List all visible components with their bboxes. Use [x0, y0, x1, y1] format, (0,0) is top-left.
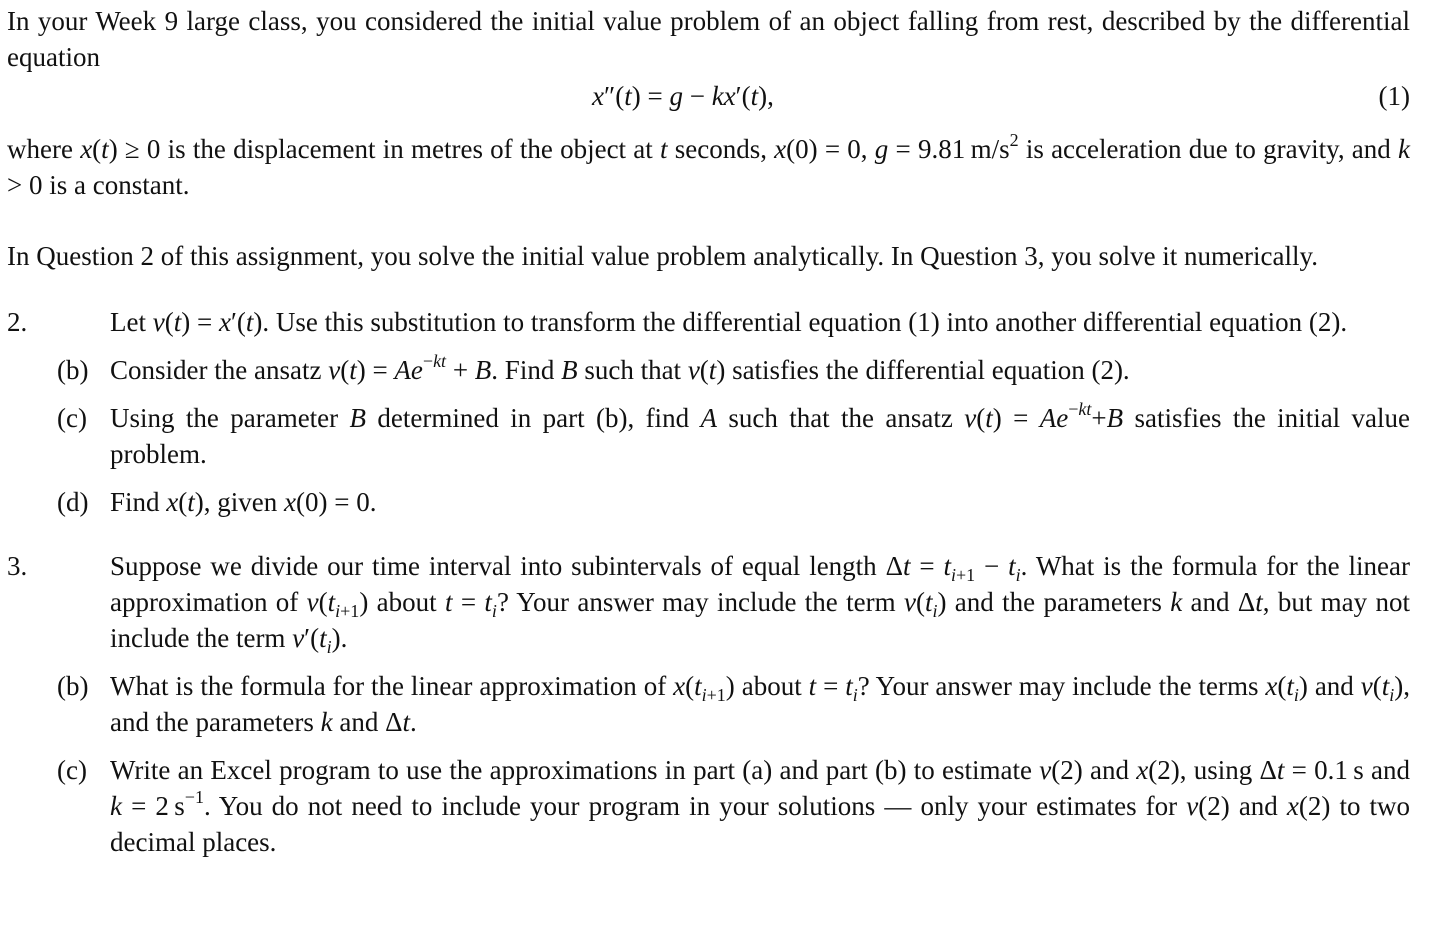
question-3a: Suppose we divide our time interval into subintervals of equal length $\Delta t = t_{i+1} - t_i$. What is the formula for the linear approximation of $v(t_{i+1})$ about $t = t_i$? Your answer may include the term $v(t_i)$ and the parameters k and Δt, but may not include the term $v'(t_i)$. [110, 551, 1410, 657]
question-3-number: 3. [7, 551, 28, 581]
question-3 [7, 548, 1410, 656]
question-2-number: 2. [7, 307, 28, 337]
question-3b: (b) What is the formula for the linear approximation of $x(t_{i+1})$ about $t = t_i$? Your answer may include the terms $x(t_i)$ and $v(t_i)$, and the parameters k and Δt. [57, 671, 1410, 737]
question-2c: (c) Using the parameter B determined in part (b), find A such that the ansatz $v(t) = Ae^{-kt}+B$ satisfies the initial value problem. [57, 399, 1411, 469]
equation-number: (1) [1378, 81, 1410, 111]
question-2a: Let v(t) = x′(t). Use this substitution to transform the differential equation (1) into another differential equation (2). [110, 307, 1348, 337]
question-3c: (c) Write an Excel program to use the approximations in part (a) and part (b) to estimate v(2) and x(2), using Δt = 0.1 s and k = 2 $s^{-1}$. You do not need to include your program in your solutions — only your estimates for v(2) and x(2) to two decimal places. [57, 755, 1411, 857]
equation-1: x″(t) = g − kx′(t), [592, 81, 774, 111]
question-2b: (b) Consider the ansatz $v(t) = Ae^{-kt} + B$. Find B such that v(t) satisfies the differential equation (2). [57, 351, 1130, 385]
assignment-page [7, 3, 1410, 860]
intro-paragraph-where: where x(t) ≥ 0 is the displacement in metres of the object at t seconds, x(0) = 0, g = 9.81 $m/s^2$ is acceleration due to gravity, and k > 0 is a constant. [7, 130, 1410, 200]
question-2 [7, 304, 1410, 340]
intro-paragraph-2: In Question 2 of this assignment, you solve the initial value problem analytically. In Question 3, you solve it numerically. [7, 241, 1319, 271]
equation-1-row [7, 78, 1410, 116]
intro-paragraph-1: In your Week 9 large class, you considered the initial value problem of an object falling from rest, described by the differential equation [7, 6, 1410, 72]
question-2d: (d) Find x(t), given x(0) = 0. [57, 487, 377, 517]
